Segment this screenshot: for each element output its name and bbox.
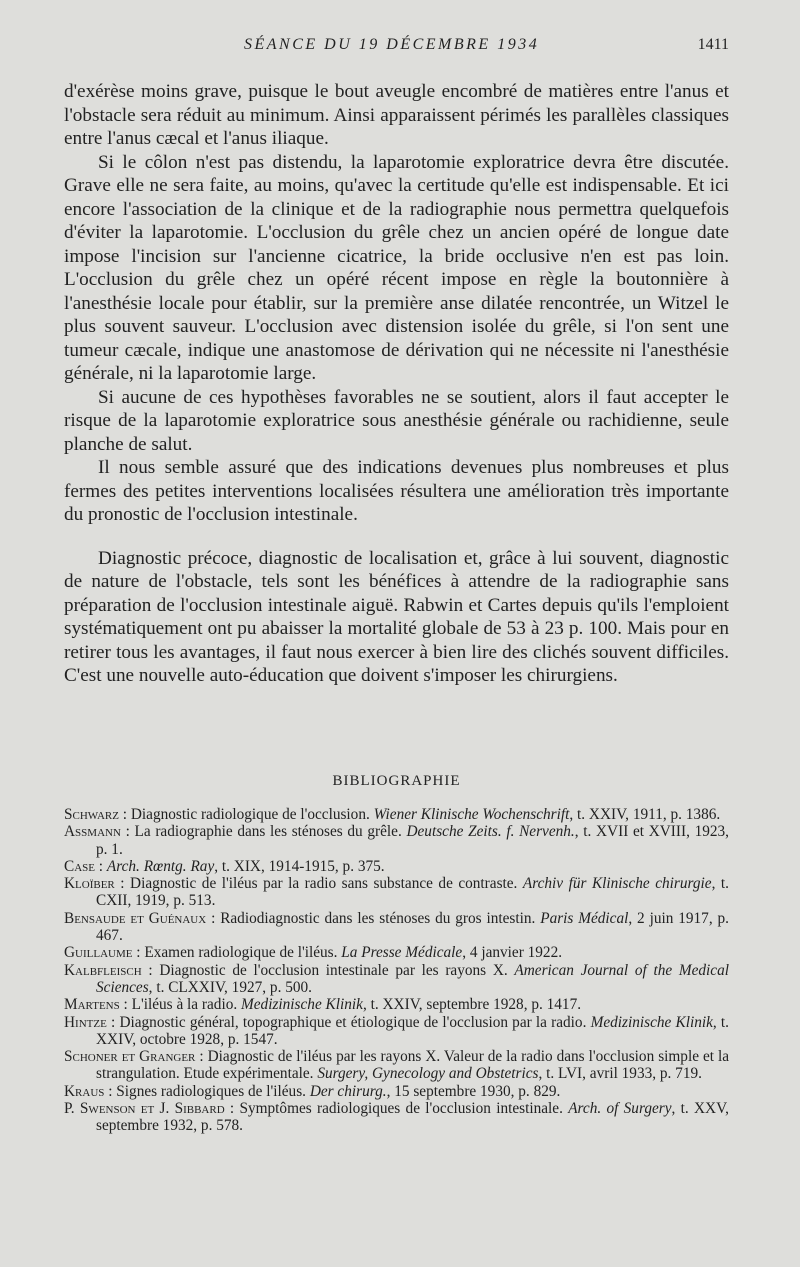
entry-source: Paris Médical <box>540 909 629 927</box>
entry-source: Deutsche Zeits. f. Nervenh. <box>406 823 575 841</box>
bibliography-entry <box>64 962 729 997</box>
entry-details: , t. XXIV, octobre 1928, p. 1547. <box>96 1013 729 1048</box>
entry-source: American Journal of the Medical Sciences <box>96 961 729 996</box>
entry-details: , t. CLXXIV, 1927, p. 500. <box>148 978 312 996</box>
paragraph: d'exérèse moins grave, puisque le bout aveugle encombré de matières entre l'anus et l'obstacle sera réduit au minimum. Ainsi apparaissent périmés les parallèles classiques entre l'anus cæcal et l'anus iliaque. <box>64 81 729 149</box>
entry-source: Wiener Klinische Wochenschrift <box>373 806 570 823</box>
entry-source: Der chirurg. <box>309 1082 387 1100</box>
paragraph: Si aucune de ces hypothèses favorables ne se soutient, alors il faut accepter le risque de la laparotomie exploratrice sous anesthésie générale ou rachidienne, seule planche de salut. <box>64 386 729 455</box>
entry-authors: Guillaume <box>64 944 133 962</box>
entry-source: Arch. Rœntg. Ray <box>106 857 215 875</box>
body-text <box>64 80 729 688</box>
entry-title: : Diagnostic de l'iléus par la radio sans substance de contraste. <box>114 875 523 893</box>
entry-source: Archiv für Klinische chirurgie <box>522 875 712 893</box>
entry-details: , t. LVI, avril 1933, p. 719. <box>538 1065 702 1083</box>
entry-authors: Schwarz <box>64 806 119 823</box>
entry-details: , t. XVII et XVIII, 1923, p. 1. <box>96 823 729 858</box>
running-title: SÉANCE DU 19 DÉCEMBRE 1934 <box>244 36 540 53</box>
entry-title: : La radiographie dans les sténoses du grêle. <box>120 823 407 841</box>
entry-details: , t. XIX, 1914-1915, p. 375. <box>214 857 385 875</box>
entry-title: : Diagnostic radiologique de l'occlusion. <box>118 806 374 823</box>
entry-authors: Case <box>64 857 95 875</box>
entry-authors: Kalbfleisch <box>64 961 142 979</box>
paragraph: Diagnostic précoce, diagnostic de localisation et, grâce à lui souvent, diagnostic de nature de l'obstacle, tels sont les bénéfices à attendre de la radiographie sans préparation de l'occlusion intestinale aiguë. Rabwin et Cartes depuis qu'ils l'emploient systématiquement ont pu abaisser la mortalité globale de 53 à 23 p. 100. Mais pour en retirer tous les avantages, il faut nous exercer à bien lire des clichés souvent difficiles. C'est une nouvelle auto-éducation que doivent s'imposer les chirurgiens. <box>64 547 729 686</box>
bibliography-entry <box>64 823 729 858</box>
bibliography-heading: BIBLIOGRAPHIE <box>332 773 461 789</box>
entry-title: : L'iléus à la radio. <box>119 996 242 1014</box>
entry-source: Medizinische Klinik <box>241 996 363 1014</box>
entry-source: La Presse Médicale <box>341 944 463 962</box>
bibliography-entry <box>64 1100 729 1135</box>
paragraph: Il nous semble assuré que des indications devenues plus nombreuses et plus fermes des petites interventions localisées résultera une amélioration très importante du pronostic de l'occlusion intestinale. <box>64 457 729 525</box>
entry-authors: Kloïber <box>64 875 115 893</box>
bibliography-entry <box>64 1048 729 1083</box>
entry-title: : Radiodiagnostic dans les sténoses du gros intestin. <box>206 909 541 927</box>
bibliography-entry <box>64 944 729 961</box>
page-number: 1411 <box>697 36 729 53</box>
entry-authors: Schoner et Granger <box>64 1048 196 1066</box>
entry-authors: Kraus <box>64 1082 105 1100</box>
entry-authors: Bensaude et Guénaux <box>64 909 207 927</box>
entry-details: , t. CXII, 1919, p. 513. <box>96 875 729 910</box>
entry-authors: P. Swenson et J. Sibbard <box>64 1100 225 1118</box>
bibliography-entry <box>64 858 729 875</box>
bibliography-entry <box>64 1083 729 1100</box>
bibliography-entry <box>64 996 729 1013</box>
bibliography-entry <box>64 1014 729 1049</box>
entry-title: : Diagnostic de l'occlusion intestinale par les rayons X. <box>141 961 515 979</box>
entry-title: : <box>94 857 107 875</box>
entry-title: : Signes radiologiques de l'iléus. <box>104 1082 310 1100</box>
entry-title: : Symptômes radiologiques de l'occlusion intestinale. <box>224 1100 569 1118</box>
entry-source: Arch. of Surgery <box>568 1100 672 1118</box>
entry-authors: Hintze <box>64 1013 107 1031</box>
entry-details: , 15 septembre 1930, p. 829. <box>386 1082 561 1100</box>
bibliography-entry <box>64 875 729 910</box>
bibliography-entry <box>64 806 729 823</box>
entry-details: , t. XXIV, 1911, p. 1386. <box>569 806 721 823</box>
bibliography-list <box>64 806 729 1135</box>
entry-details: , 2 juin 1917, p. 467. <box>96 909 729 945</box>
entry-source: Medizinische Klinik <box>590 1013 713 1031</box>
entry-authors: Assmann <box>64 823 121 841</box>
entry-details: , 4 janvier 1922. <box>462 944 563 962</box>
entry-title: : Diagnostic de l'iléus par les rayons X. Valeur de la radio dans l'occlusion simple et la strangulation. Etude expérimentale. <box>96 1048 730 1083</box>
bibliography-entry <box>64 910 729 945</box>
entry-details: , t. XXIV, septembre 1928, p. 1417. <box>362 996 582 1014</box>
entry-details: , t. XXV, septembre 1932, p. 578. <box>96 1100 730 1135</box>
paragraph: Si le côlon n'est pas distendu, la laparotomie exploratrice devra être discutée. Grave elle ne sera faite, au moins, qu'avec la certitude qu'elle est indispensable. Et ici encore l'association de la clinique et de la radiographie nous permettra quelquefois d'éviter la laparotomie. L'occlusion du grêle chez un ancien opéré de longue date impose l'incision sur l'ancienne cicatrice, la bride occlusive n'en est pas loin. L'occlusion du grêle chez un opéré récent impose en règle la boutonnière à l'anesthésie locale pour établir, sur la première anse dilatée rencontrée, un Witzel le plus souvent sauveur. L'occlusion avec distension isolée du grêle, si l'on sent une tumeur cæcale, indique une anastomose de dérivation qui ne nécessite ni l'anesthésie générale, ni la laparotomie large. <box>64 151 729 384</box>
page-header <box>64 36 729 58</box>
entry-authors: Martens <box>64 996 120 1014</box>
entry-title: : Examen radiologique de l'iléus. <box>132 944 342 962</box>
entry-title: : Diagnostic général, topographique et étiologique de l'occlusion par la radio. <box>106 1013 591 1031</box>
entry-source: Surgery, Gynecology and Obstetrics <box>317 1065 539 1083</box>
